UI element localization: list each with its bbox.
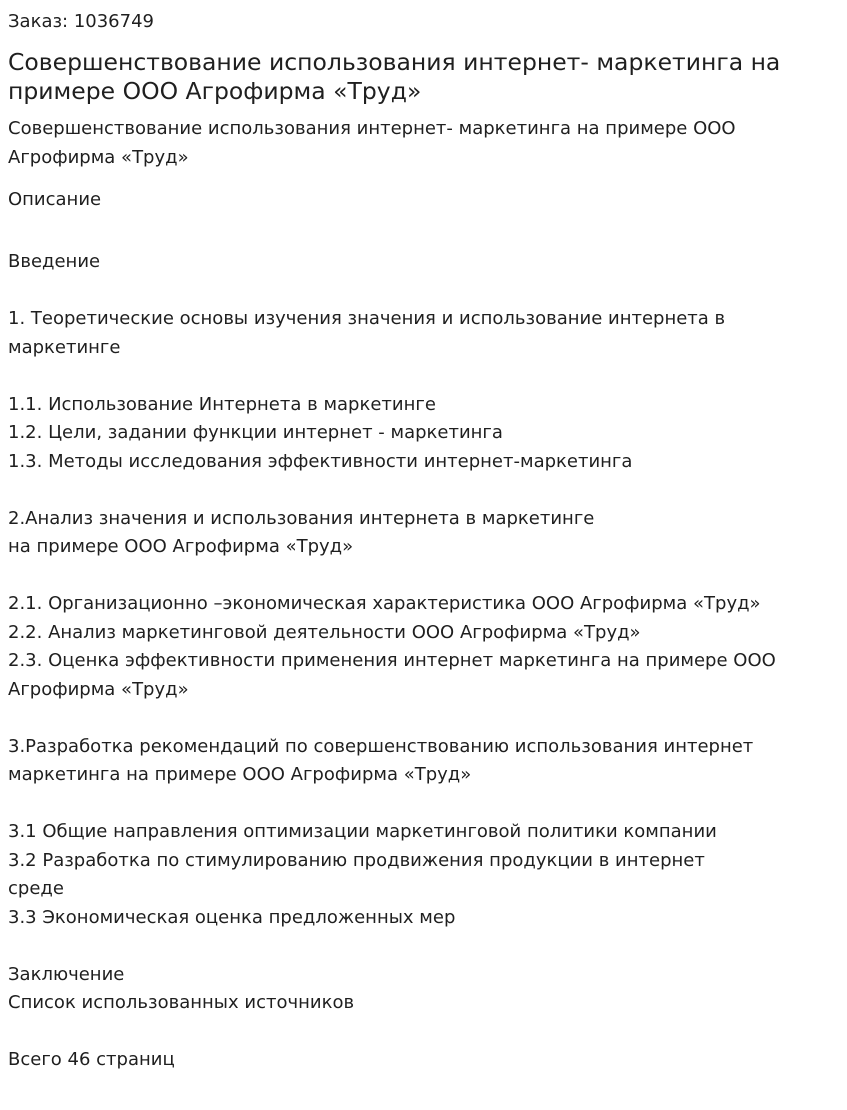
contents-line: Агрофирма «Труд» xyxy=(8,678,189,700)
contents-line xyxy=(8,562,838,591)
contents-line: 1.2. Цели, задании функции интернет - маркетинга xyxy=(8,422,503,443)
contents-line xyxy=(8,277,838,306)
contents-line: Введение xyxy=(8,251,101,272)
contents-line: Заключение xyxy=(8,963,125,985)
contents-line xyxy=(8,1018,838,1047)
contents-line xyxy=(8,932,838,961)
contents-line: Список использованных источников xyxy=(8,992,355,1013)
contents-line: 3.2 Разработка по стимулированию продвижения продукции в интернет xyxy=(8,849,705,871)
contents-line xyxy=(8,362,838,391)
contents-line: 2.Анализ значения и использования интернета в маркетинге xyxy=(8,507,595,529)
contents-line: 2.2. Анализ маркетинговой деятельности ООО Агрофирма «Труд» xyxy=(8,621,641,643)
description-heading: Описание xyxy=(8,189,102,210)
contents-line: 3.1 Общие направления оптимизации маркетинговой политики компании xyxy=(8,821,717,842)
contents-line: Всего 46 страниц xyxy=(8,1049,175,1070)
contents-line: среде xyxy=(8,878,64,899)
contents-line: 1. Теоретические основы изучения значения и использование интернета в xyxy=(8,308,726,329)
contents-line: 3.Разработка рекомендаций по совершенствованию использования интернет xyxy=(8,735,754,757)
page-subtitle: Совершенствование использования интернет- маркетинга на примере ООО Агрофирма «Труд» xyxy=(8,118,736,168)
contents-line: 2.3. Оценка эффективности применения интернет маркетинга на примере ООО xyxy=(8,650,776,671)
contents-line: на примере ООО Агрофирма «Труд» xyxy=(8,536,354,557)
contents-line: 1.3. Методы исследования эффективности интернет-маркетинга xyxy=(8,450,633,472)
contents-line: 1.1. Использование Интернета в маркетинге xyxy=(8,393,436,415)
contents-line: маркетинге xyxy=(8,336,121,358)
contents-line xyxy=(8,790,838,819)
order-number: Заказ: 1036749 xyxy=(8,11,154,32)
contents-line: 2.1. Организационно –экономическая характеристика ООО Агрофирма «Труд» xyxy=(8,593,761,614)
contents-line xyxy=(8,476,838,505)
page-title: Совершенствование использования интернет- маркетинга на примере ООО Агрофирма «Труд» xyxy=(8,48,781,105)
contents-line: 3.3 Экономическая оценка предложенных мер xyxy=(8,906,456,928)
table-of-contents xyxy=(8,248,838,1075)
contents-line: маркетинга на примере ООО Агрофирма «Труд» xyxy=(8,764,472,785)
contents-line xyxy=(8,704,838,733)
